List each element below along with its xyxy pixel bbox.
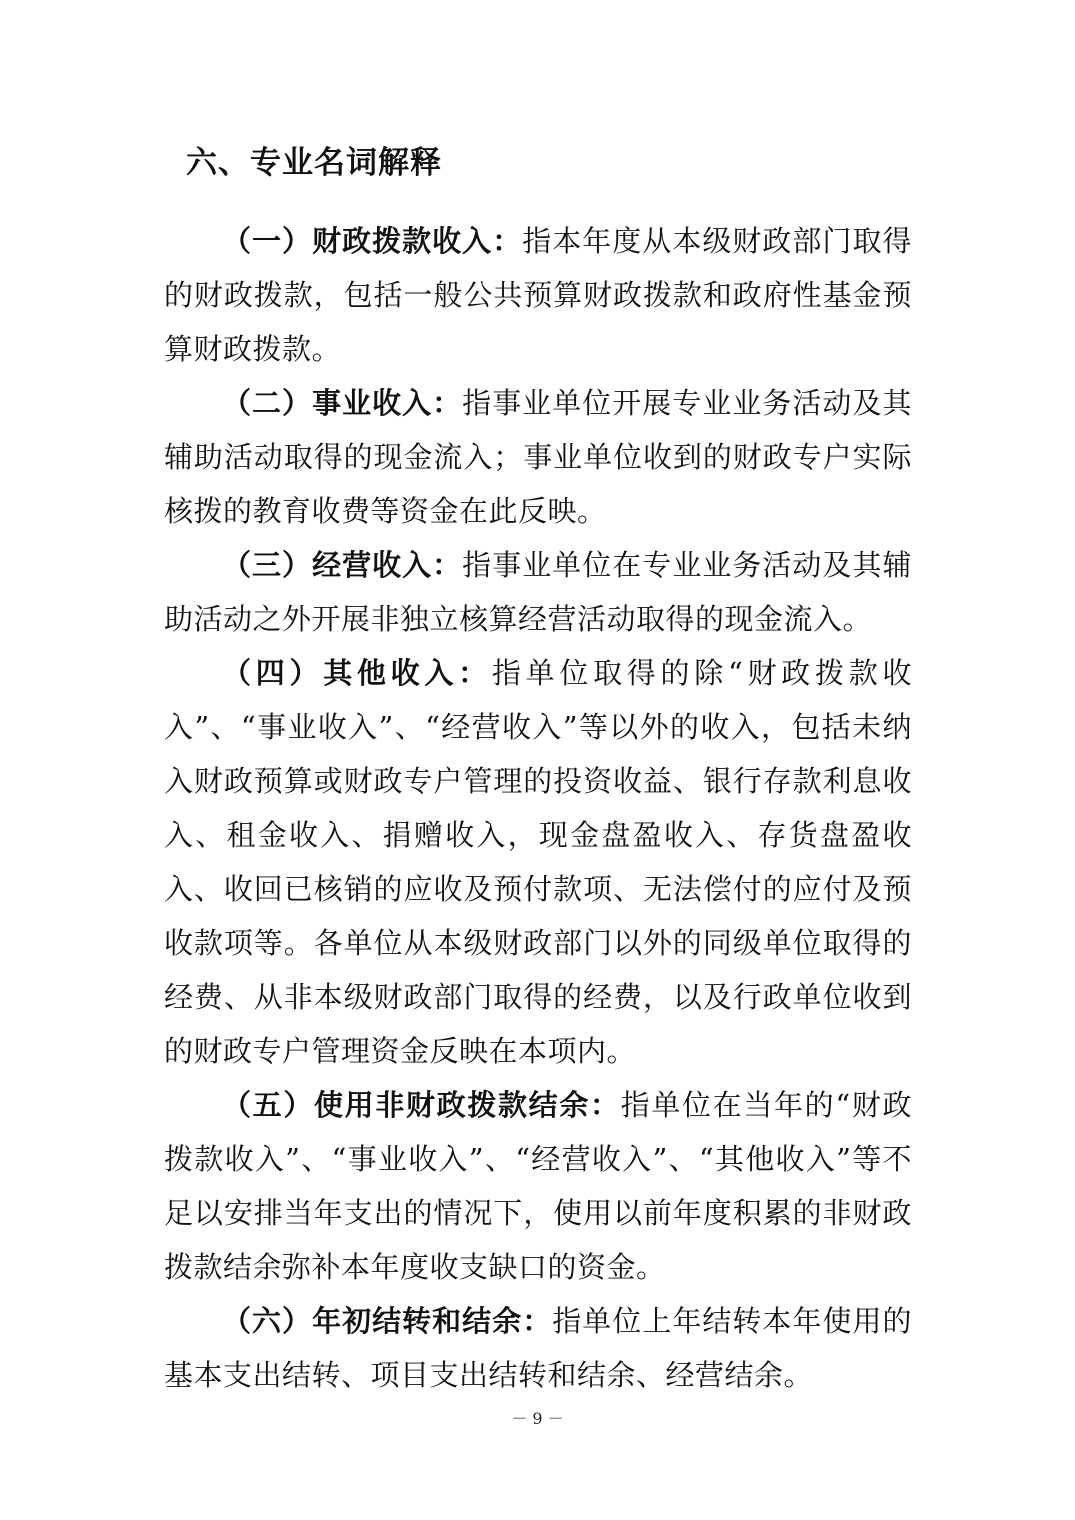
definition-text: 指事业单位在专业业务活动及其辅助活动之外开展非独立核算经营活动取得的现金流入。 xyxy=(164,548,912,636)
definition-paragraph-1 xyxy=(164,214,912,376)
definitions-list xyxy=(164,214,912,1402)
definition-term: （一）财政拨款收入： xyxy=(222,224,523,258)
definition-text: 指单位取得的除“财政拨款收入”、“事业收入”、“经营收入”等以外的收入，包括未纳入财政预算或财政专户管理的投资收益、银行存款利息收入、租金收入、捐赠收入，现金盘盈收入、存货盘盈收入、收回已核销的应收及预付款项、无法偿付的应付及预收款项等。各单位从本级财政部门以外的同级单位取得的经费、从非本级财政部门取得的经费，以及行政单位收到的财政专户管理资金反映在本项内。 xyxy=(164,656,912,1068)
page-number: － 9 － xyxy=(511,1409,564,1428)
definition-term: （五）使用非财政拨款结余： xyxy=(222,1088,621,1122)
definition-text: 指单位在当年的“财政拨款收入”、“事业收入”、“经营收入”、“其他收入”等不足以安排当年支出的情况下，使用以前年度积累的非财政拨款结余弥补本年度收支缺口的资金。 xyxy=(164,1088,912,1284)
definition-paragraph-4 xyxy=(164,646,912,1078)
definition-paragraph-6 xyxy=(164,1294,912,1402)
definition-term: （二）事业收入： xyxy=(222,386,463,420)
definition-term: （六）年初结转和结余： xyxy=(222,1304,553,1338)
definition-term: （四）其他收入： xyxy=(222,656,492,690)
definition-paragraph-2 xyxy=(164,376,912,538)
definition-text: 指本年度从本级财政部门取得的财政拨款，包括一般公共预算财政拨款和政府性基金预算财政拨款。 xyxy=(164,224,912,366)
definition-paragraph-3 xyxy=(164,538,912,646)
definition-term: （三）经营收入： xyxy=(222,548,463,582)
definition-text: 指事业单位开展专业业务活动及其辅助活动取得的现金流入；事业单位收到的财政专户实际核拨的教育收费等资金在此反映。 xyxy=(164,386,912,528)
definition-paragraph-5 xyxy=(164,1078,912,1294)
definition-text: 指单位上年结转本年使用的基本支出结转、项目支出结转和结余、经营结余。 xyxy=(164,1304,912,1392)
section-title: 六、专业名词解释 xyxy=(186,145,442,181)
